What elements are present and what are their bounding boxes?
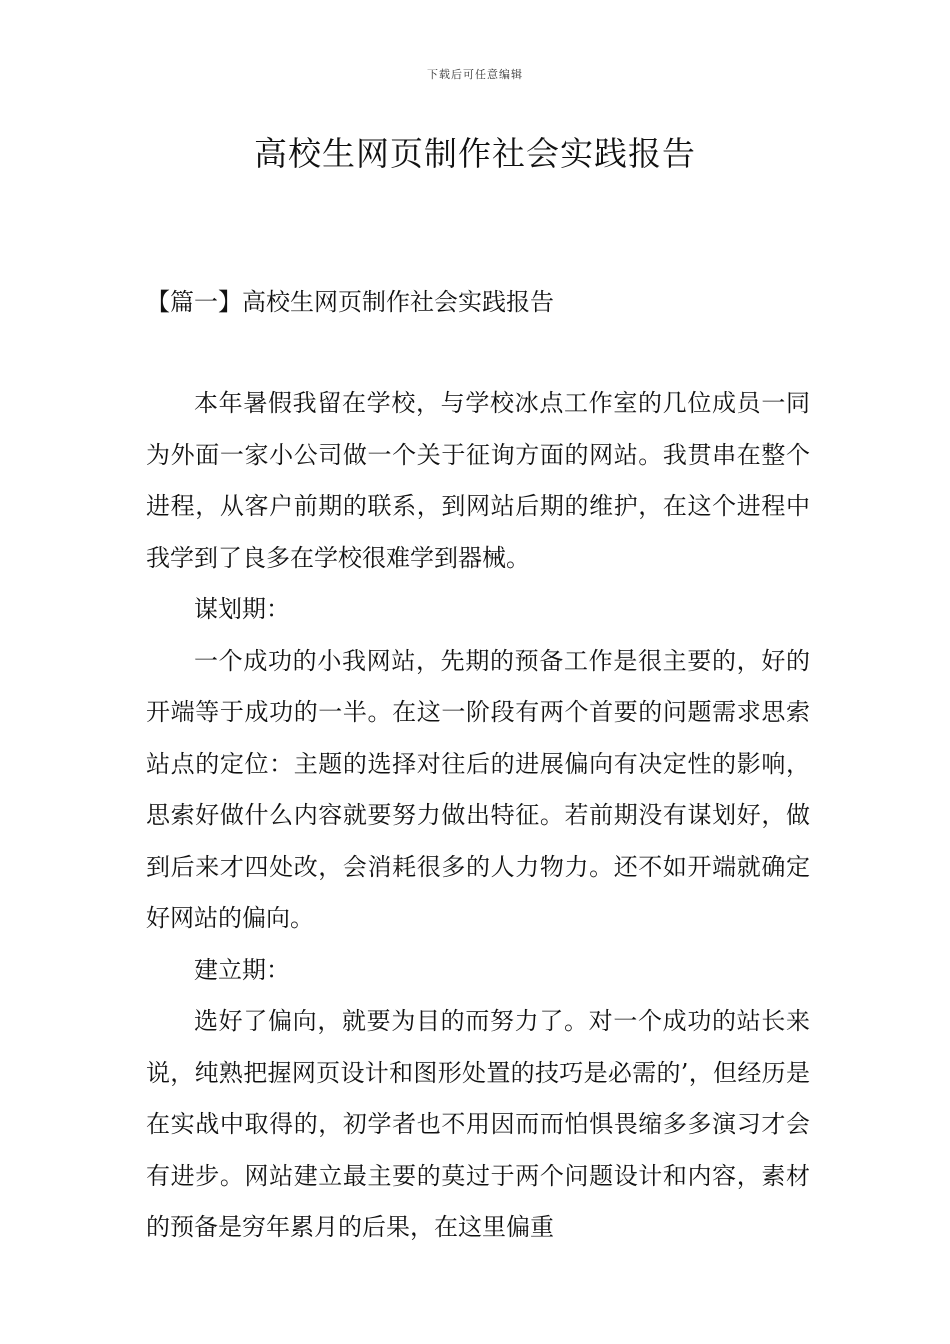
section-heading: 【篇一】高校生网页制作社会实践报告 (146, 288, 554, 316)
paragraph-intro: 本年暑假我留在学校，与学校冰点工作室的几位成员一同为外面一家小公司做一个关于征询方面的网站。我贯串在整个进程，从客户前期的联系，到网站后期的维护，在这个进程中我学到了良多在学校很难学到器械。 (146, 389, 810, 572)
paragraph-planning-label: 谋划期： (194, 595, 290, 623)
paragraph-planning: 一个成功的小我网站，先期的预备工作是很主要的，好的开端等于成功的一半。在这一阶段有两个首要的问题需求思索站点的定位：主题的选择对往后的进展偏向有决定性的影响，思索好做什么内容就要努力做出特征。若前期没有谋划好，做到后来才四处改，会消耗很多的人力物力。还不如开端就确定好网站的偏向。 (146, 646, 810, 932)
header-note: 下载后可任意编辑 (427, 68, 523, 81)
body-text (146, 378, 810, 1254)
paragraph-building: 选好了偏向，就要为目的而努力了。对一个成功的站长来说，纯熟把握网页设计和图形处置的技巧是必需的’，但经历是在实战中取得的，初学者也不用因而而怕惧畏缩多多演习才会有进步。网站建立最主要的莫过于两个问题设计和内容，素材的预备是穷年累月的后果，在这里偏重 (146, 1007, 810, 1241)
document-title: 高校生网页制作社会实践报告 (254, 134, 696, 173)
paragraph-building-label: 建立期： (194, 955, 290, 984)
